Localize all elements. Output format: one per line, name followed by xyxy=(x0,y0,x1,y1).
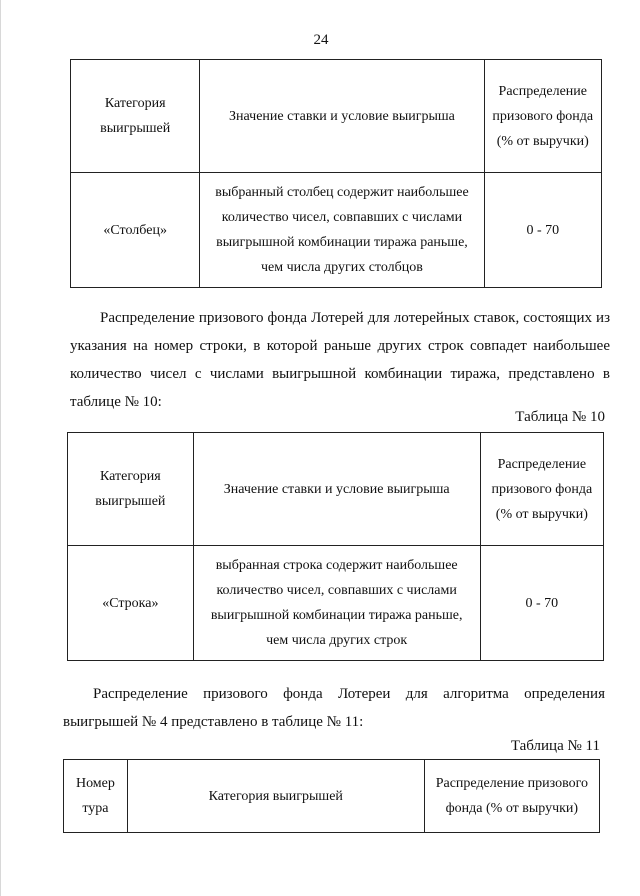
header-distribution: Распределение призового фонда (% от выручки) xyxy=(484,60,601,173)
cell-distribution: 0 - 70 xyxy=(484,173,601,288)
header-category: Категория выигрышей xyxy=(127,760,424,833)
prize-table-11 xyxy=(63,759,600,833)
table-11-caption: Таблица № 11 xyxy=(510,738,600,754)
paragraph-table-10-intro: Распределение призового фонда Лотерей для лотерейных ставок, состоящих из указания на номер строки, в которой раньше других строк совпадет наибольшее количество чисел с числами выигрышной комбинации тиража, представлено в таблице № 10: xyxy=(70,310,610,410)
cell-distribution: 0 - 70 xyxy=(480,546,603,661)
table-row xyxy=(68,546,604,661)
header-condition: Значение ставки и условие выигрыша xyxy=(200,60,484,173)
paragraph-table-11-intro: Распределение призового фонда Лотереи для алгоритма определения выигрышей № 4 представлено в таблице № 11: xyxy=(63,686,605,730)
cell-condition: выбранный столбец содержит наибольшее количество чисел, совпавших с числами выигрышной комбинации тиража раньше, чем числа других столбцов xyxy=(200,173,484,288)
header-distribution: Распределение призового фонда (% от выручки) xyxy=(480,433,603,546)
table-10-caption: Таблица № 10 xyxy=(515,409,605,425)
table-header-row xyxy=(68,433,604,546)
table-header-row xyxy=(71,60,602,173)
header-category: Категория выигрышей xyxy=(71,60,200,173)
table-header-row xyxy=(64,760,600,833)
header-category: Категория выигрышей xyxy=(68,433,194,546)
cell-condition: выбранная строка содержит наибольшее количество чисел, совпавших с числами выигрышной комбинации тиража раньше, чем числа других строк xyxy=(193,546,480,661)
header-distribution: Распределение призового фонда (% от выручки) xyxy=(424,760,599,833)
cell-category: «Столбец» xyxy=(71,173,200,288)
prize-table-column xyxy=(70,59,602,288)
page-number: 24 xyxy=(313,32,329,48)
prize-table-10 xyxy=(67,432,604,661)
cell-category: «Строка» xyxy=(68,546,194,661)
table-row xyxy=(71,173,602,288)
header-round: Номер тура xyxy=(64,760,128,833)
header-condition: Значение ставки и условие выигрыша xyxy=(193,433,480,546)
